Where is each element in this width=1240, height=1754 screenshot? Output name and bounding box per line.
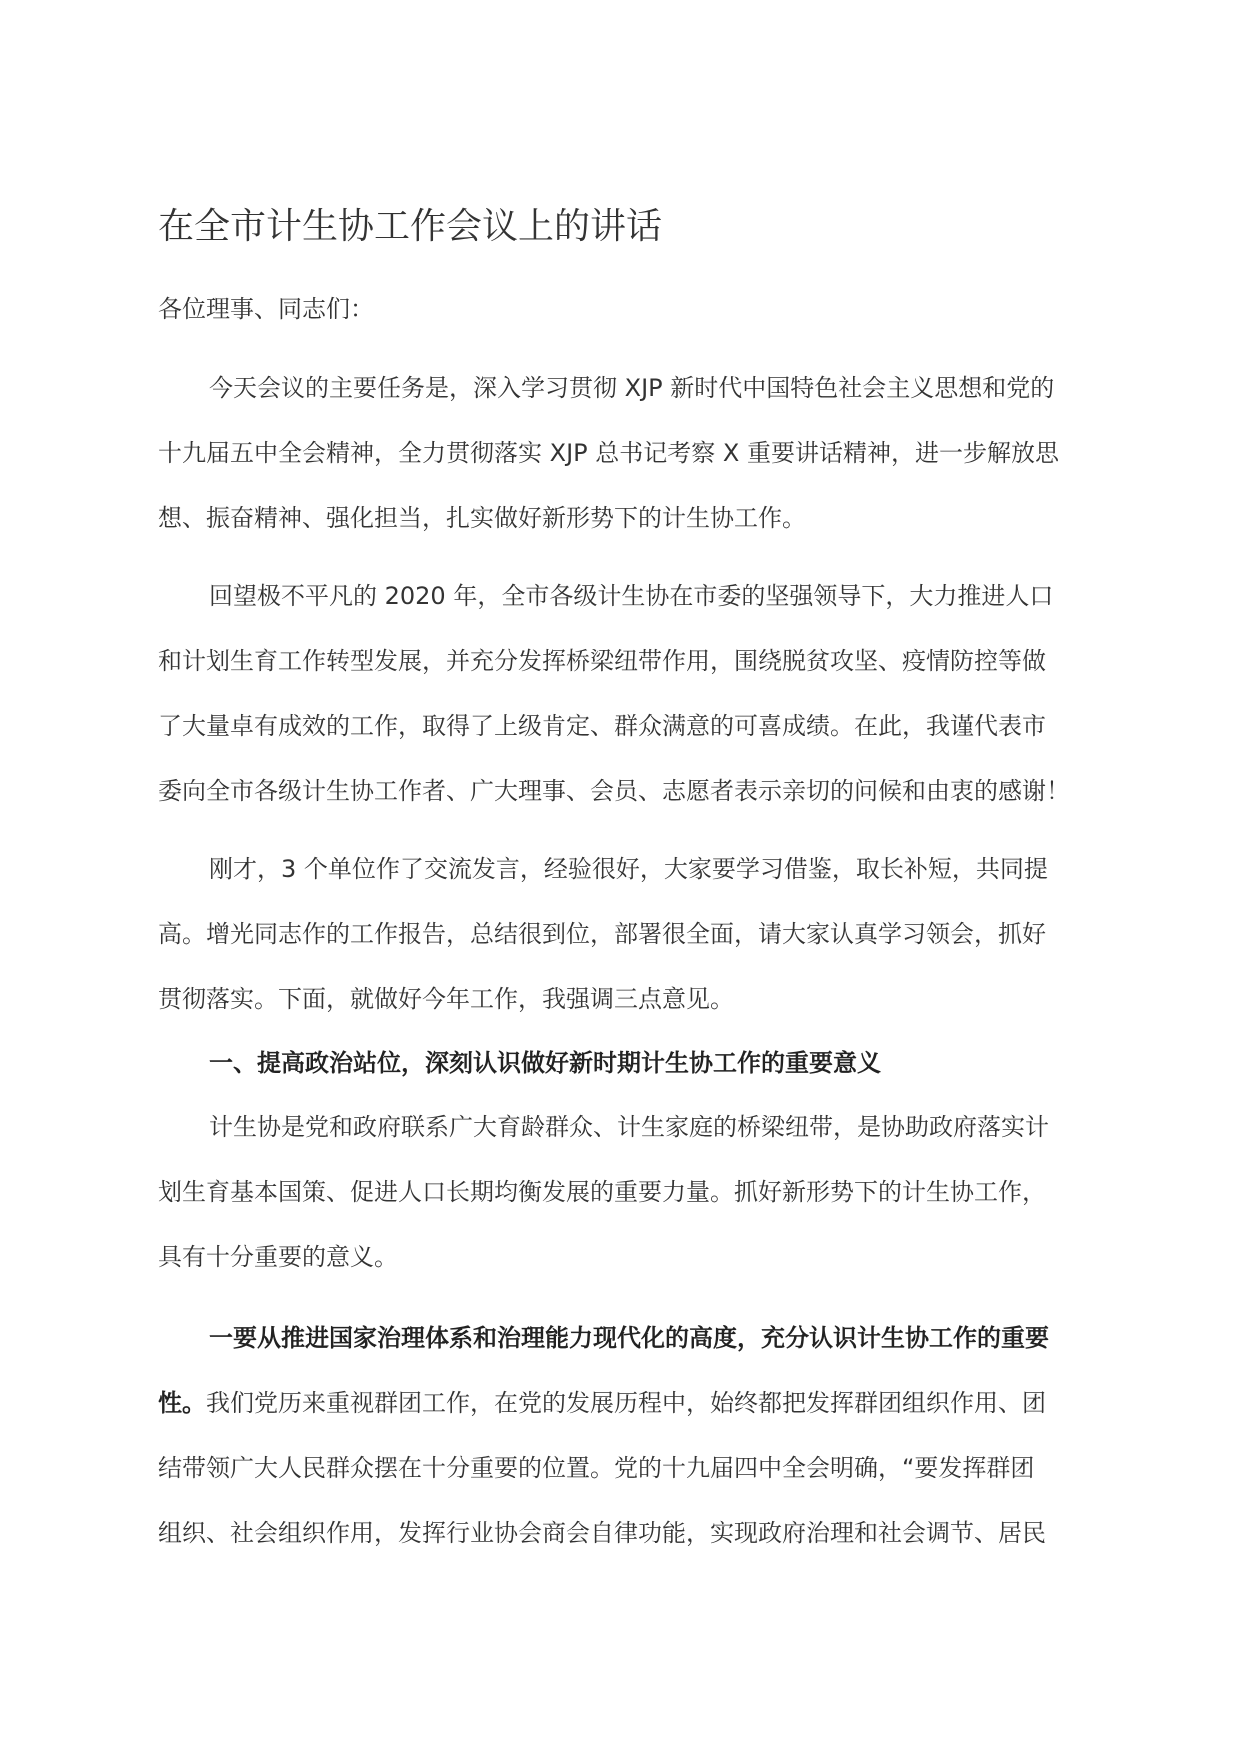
paragraph-5-bold-line-1: 一要从推进国家治理体系和治理能力现代化的高度，充分认识计生协工作的重要: [209, 1324, 1049, 1352]
paragraph-5-line-2-rest: 我们党历来重视群团工作，在党的发展历程中，始终都把发挥群团组织作用、团: [206, 1389, 1046, 1417]
paragraph-1-line-1: 今天会议的主要任务是，深入学习贯彻 XJP 新时代中国特色社会主义思想和党的: [209, 374, 1055, 402]
paragraph-2-line-1: 回望极不平凡的 2020 年，全市各级计生协在市委的坚强领导下，大力推进人口: [209, 582, 1054, 610]
paragraph-4-line-2: 划生育基本国策、促进人口长期均衡发展的重要力量。抓好新形势下的计生协工作，: [158, 1178, 1046, 1206]
paragraph-4-line-1: 计生协是党和政府联系广大育龄群众、计生家庭的桥梁纽带，是协助政府落实计: [209, 1113, 1049, 1141]
paragraph-5-line-4: 组织、社会组织作用，发挥行业协会商会自律功能，实现政府治理和社会调节、居民: [158, 1519, 1046, 1547]
paragraph-2-line-4: 委向全市各级计生协工作者、广大理事、会员、志愿者表示亲切的问候和由衷的感谢！: [158, 777, 1070, 805]
document-title: 在全市计生协工作会议上的讲话: [158, 206, 663, 247]
paragraph-2-line-3: 了大量卓有成效的工作，取得了上级肯定、群众满意的可喜成绩。在此，我谨代表市: [158, 712, 1046, 740]
paragraph-3-line-3: 贯彻落实。下面，就做好今年工作，我强调三点意见。: [158, 985, 734, 1013]
paragraph-3-line-1: 刚才，3 个单位作了交流发言，经验很好，大家要学习借鉴，取长补短，共同提: [209, 855, 1048, 883]
paragraph-5-bold-line-2-start: 性。: [158, 1389, 206, 1417]
paragraph-5-line-3: 结带领广大人民群众摆在十分重要的位置。党的十九届四中全会明确，“要发挥群团: [158, 1454, 1035, 1482]
salutation: 各位理事、同志们：: [158, 295, 374, 323]
paragraph-3-line-2: 高。增光同志作的工作报告，总结很到位，部署很全面，请大家认真学习领会，抓好: [158, 920, 1046, 948]
paragraph-4-line-3: 具有十分重要的意义。: [158, 1243, 398, 1271]
paragraph-2-line-2: 和计划生育工作转型发展，并充分发挥桥梁纽带作用，围绕脱贫攻坚、疫情防控等做: [158, 647, 1046, 675]
paragraph-1-line-2: 十九届五中全会精神，全力贯彻落实 XJP 总书记考察 X 重要讲话精神，进一步解放思: [158, 439, 1059, 467]
paragraph-1-line-3: 想、振奋精神、强化担当，扎实做好新形势下的计生协工作。: [158, 504, 806, 532]
paragraph-5-line-2: [158, 1388, 1046, 1418]
section-heading-1: 一、提高政治站位，深刻认识做好新时期计生协工作的重要意义: [209, 1049, 881, 1077]
